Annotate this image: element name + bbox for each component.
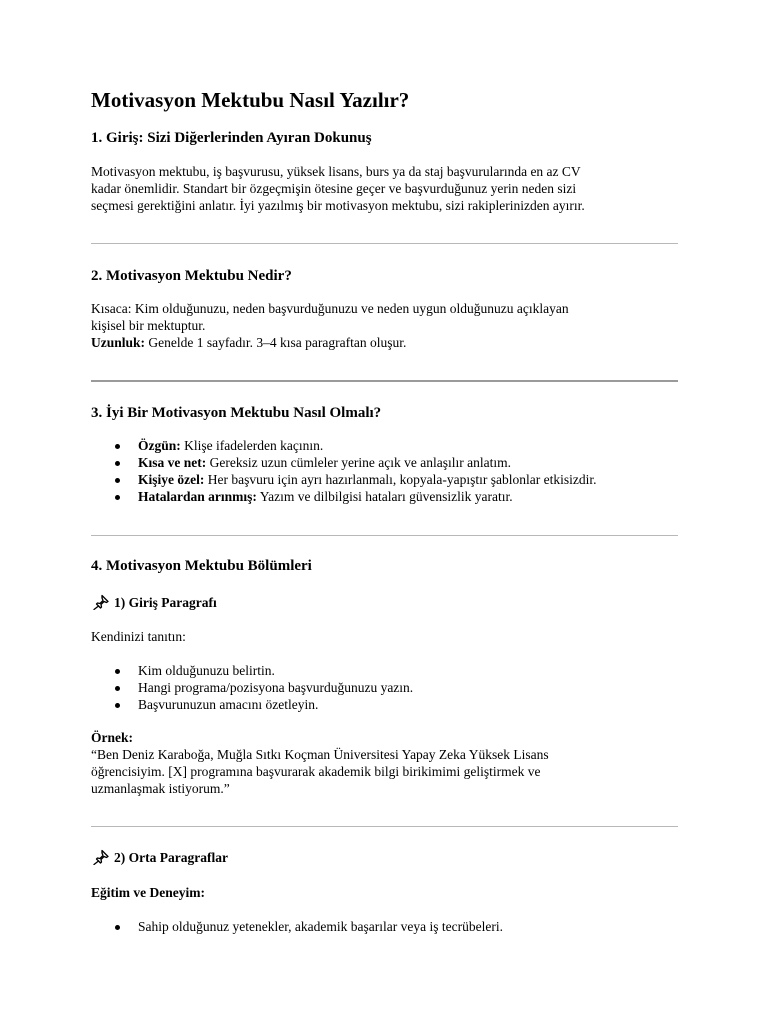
section-divider [91, 826, 678, 827]
item-text: Her başvuru için ayrı hazırlanmalı, kopyala-yapıştır şablonlar etkisizdir. [204, 472, 597, 487]
section-1-paragraph [91, 163, 678, 214]
section-2-heading: 2. Motivasyon Mektubu Nedir? [91, 268, 292, 284]
list-item [91, 471, 678, 488]
list-item [91, 918, 678, 935]
intro-instruction [91, 628, 678, 645]
list-item [91, 679, 678, 696]
item-label: Kişiye özel: [138, 472, 205, 487]
subsection-middle-heading [91, 849, 228, 867]
document-title: Motivasyon Mektubu Nasıl Yazılır? [91, 88, 410, 112]
example-line: uzmanlaşmak istiyorum.” [91, 781, 230, 796]
item-text: Gereksiz uzun cümleler yerine açık ve anlaşılır anlatım. [206, 455, 511, 470]
section-1-heading: 1. Giriş: Sizi Diğerlerinden Ayıran Dokunuş [91, 130, 372, 146]
bullet-icon [115, 444, 120, 449]
bullet-icon [115, 703, 120, 708]
example-block [91, 729, 678, 797]
example-line: öğrencisiyim. [X] programına başvurarak akademik bilgi birikimimi geliştirmek ve [91, 764, 541, 779]
list-item [91, 696, 678, 713]
education-subheading: Eğitim ve Deneyim: [91, 885, 205, 900]
bullet-icon [115, 461, 120, 466]
section-divider [91, 380, 678, 382]
bullet-icon [115, 925, 120, 930]
paragraph-line: Kendinizi tanıtın: [91, 629, 186, 644]
education-subheading-block [91, 884, 678, 901]
paragraph-line: seçmesi gerektiğini anlatır. İyi yazılmış bir motivasyon mektubu, sizi rakiplerinizden ayırır. [91, 198, 585, 213]
list-item [91, 488, 678, 505]
section-divider [91, 243, 678, 244]
item-text: Yazım ve dilbilgisi hataları güvensizlik yaratır. [256, 489, 513, 504]
length-text: Genelde 1 sayfadır. 3–4 kısa paragraftan oluşur. [145, 335, 407, 350]
bullet-icon [115, 686, 120, 691]
paragraph-line: Motivasyon mektubu, iş başvurusu, yüksek lisans, burs ya da staj başvurularında en az CV [91, 164, 581, 179]
subsection-title: 1) Giriş Paragrafı [114, 595, 217, 610]
list-item [91, 437, 678, 454]
item-text: Klişe ifadelerden kaçının. [180, 438, 324, 453]
middle-list [91, 918, 678, 935]
item-text: Kim olduğunuzu belirtin. [138, 663, 275, 678]
example-label: Örnek: [91, 730, 133, 745]
bullet-icon [115, 495, 120, 500]
section-2-paragraph [91, 300, 678, 351]
section-3-heading: 3. İyi Bir Motivasyon Mektubu Nasıl Olmalı? [91, 405, 382, 421]
item-label: Kısa ve net: [138, 455, 207, 470]
pushpin-icon [91, 849, 111, 865]
paragraph-line: Kısaca: Kim olduğunuzu, neden başvurduğunuzu ve neden uygun olduğunuzu açıklayan [91, 301, 569, 316]
list-item [91, 454, 678, 471]
bullet-icon [115, 478, 120, 483]
item-label: Hatalardan arınmış: [138, 489, 257, 504]
list-item [91, 662, 678, 679]
example-line: “Ben Deniz Karaboğa, Muğla Sıtkı Koçman Üniversitesi Yapay Zeka Yüksek Lisans [91, 747, 549, 762]
item-label: Özgün: [138, 438, 181, 453]
pushpin-icon [91, 594, 111, 610]
paragraph-line: kişisel bir mektuptur. [91, 318, 206, 333]
subsection-title: 2) Orta Paragraflar [114, 850, 228, 865]
section-4-heading: 4. Motivasyon Mektubu Bölümleri [91, 558, 312, 574]
subsection-intro-heading [91, 594, 217, 612]
length-line [91, 334, 678, 351]
intro-list [91, 662, 678, 713]
item-text: Başvurunuzun amacını özetleyin. [138, 697, 319, 712]
item-text: Hangi programa/pozisyona başvurduğunuzu yazın. [138, 680, 414, 695]
qualities-list [91, 437, 678, 505]
length-label: Uzunluk: [91, 335, 146, 350]
section-divider [91, 535, 678, 536]
bullet-icon [115, 669, 120, 674]
item-text: Sahip olduğunuz yetenekler, akademik başarılar veya iş tecrübeleri. [138, 919, 503, 934]
paragraph-line: kadar önemlidir. Standart bir özgeçmişin ötesine geçer ve başvurduğunuz yerin neden sizi [91, 181, 577, 196]
